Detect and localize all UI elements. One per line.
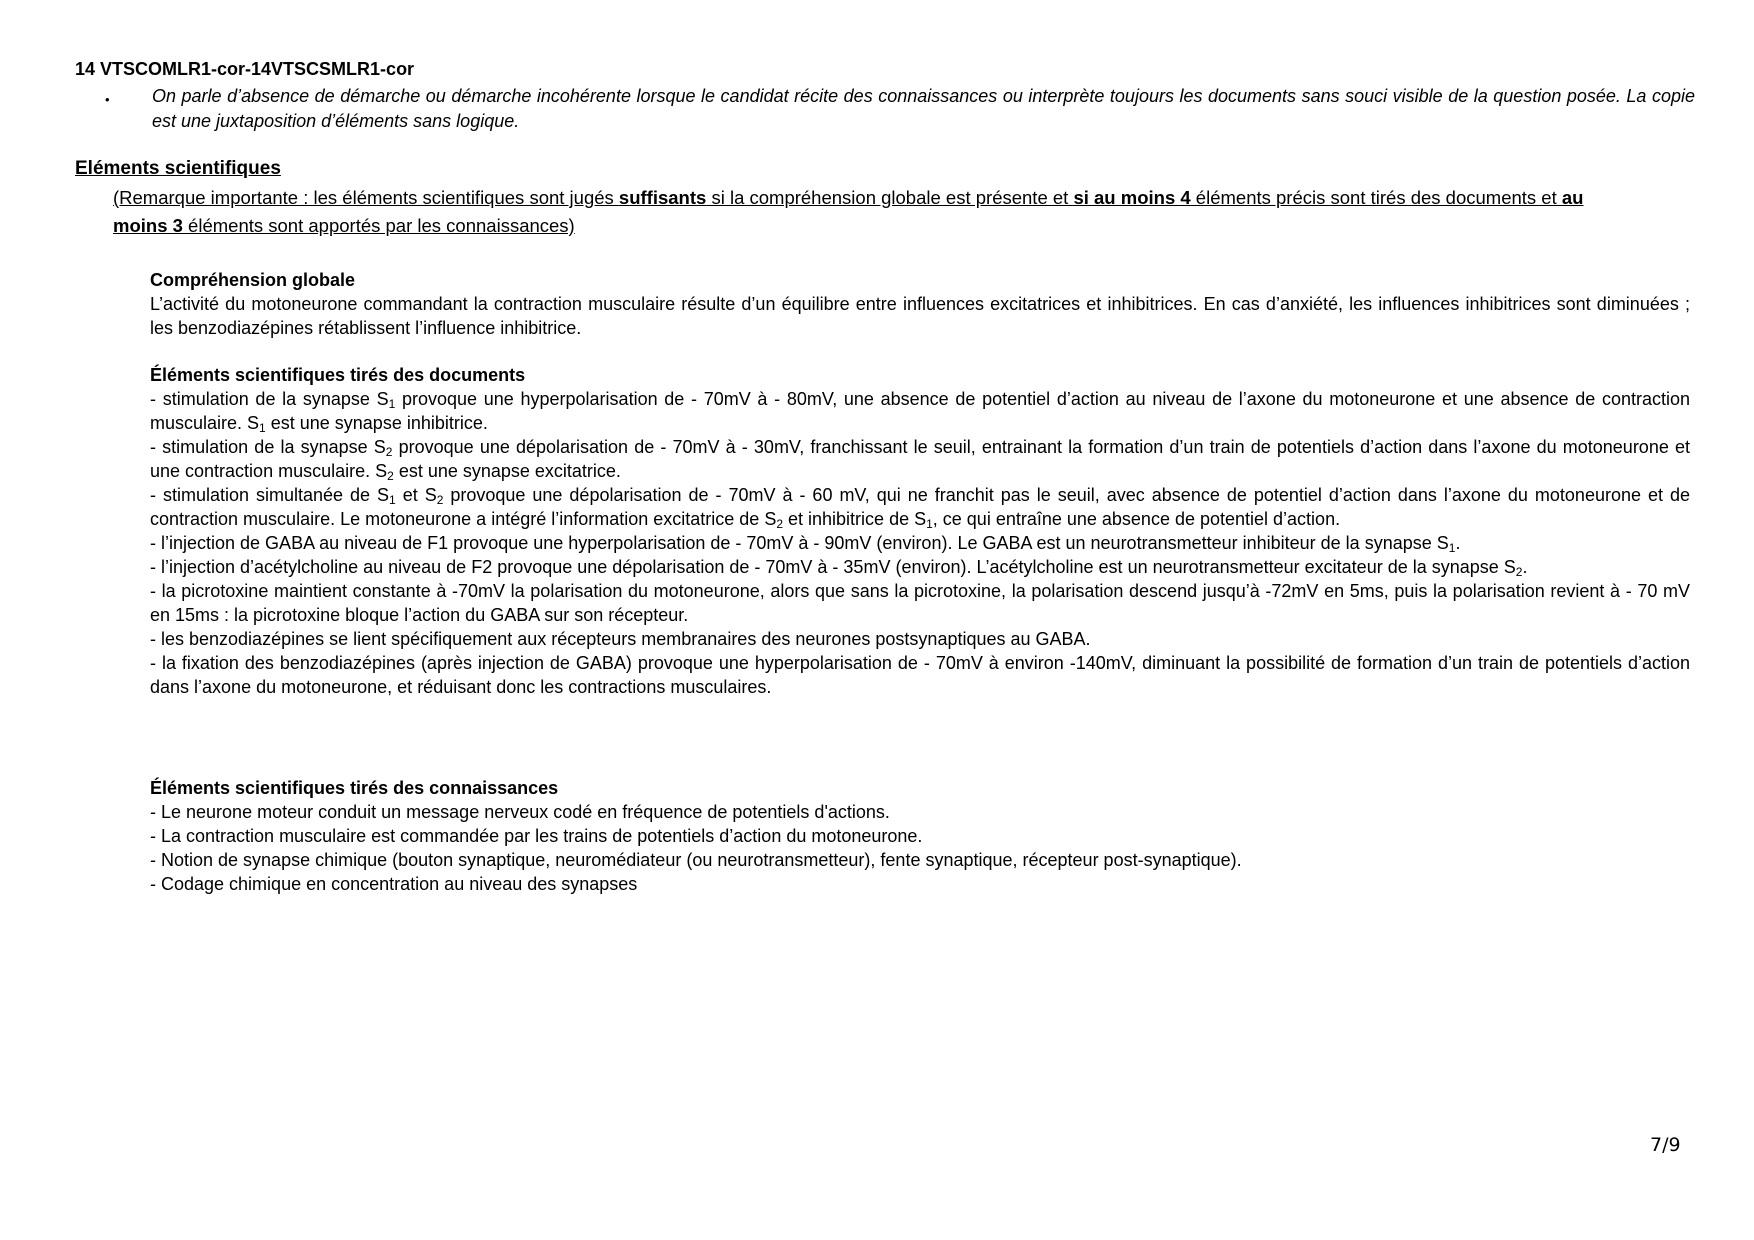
document-code: 14 VTSCOMLR1-cor-14VTSCSMLR1-cor (75, 59, 415, 79)
list-item: - la picrotoxine maintient constante à -70mV la polarisation du motoneurone, alors que sans la picrotoxine, la polarisation descend jusqu’à -72mV en 5ms, puis la polarisation revient à - 70 mV en 15ms : la picrotoxine bloque l’action du GABA sur son récepteur. (150, 581, 1690, 625)
list-item: - stimulation simultanée de $S_1$ et $S_2$ provoque une dépolarisation de - 70mV à - 60 mV, qui ne franchit pas le seuil, avec absence de potentiel d’action dans l’axone du motoneurone et de contraction musculaire. Le motoneurone a intégré l’information excitatrice de $S_2$ et inhibitrice de $S_1$, ce qui entraîne une absence de potentiel d’action. (150, 485, 1690, 531)
remark-text-2: si la compréhension globale est présente et (706, 187, 1074, 208)
remark-text-4: éléments sont apportés par les connaissances) (182, 215, 575, 236)
list-item: - stimulation de la synapse $S_1$ provoque une hyperpolarisation de - 70mV à - 80mV, une absence de potentiel d’action au niveau de l’axone du motoneurone et une absence de contraction musculaire. $S_1$ est une synapse inhibitrice. (150, 389, 1690, 435)
comprehension-title: Compréhension globale (150, 270, 356, 290)
list-item: - les benzodiazépines se lient spécifiquement aux récepteurs membranaires des neurones postsynaptiques au GABA. (150, 629, 1091, 649)
bullet-text: On parle d’absence de démarche ou démarche incohérente lorsque le candidat récite des connaissances ou interprète toujours les documents sans souci visible de la question posée. La copie est une juxtaposition d’éléments sans logique. (152, 86, 1695, 131)
list-item: - la fixation des benzodiazépines (après injection de GABA) provoque une hyperpolarisation de - 70mV à environ -140mV, diminuant la possibilité de formation d’un train de potentiels d’action dans l’axone du motoneurone, et réduisant donc les contractions musculaires. (150, 653, 1690, 697)
documents-section (150, 363, 1690, 699)
important-remark (113, 184, 1633, 240)
elements-scientifiques-heading: Eléments scientifiques (75, 158, 281, 179)
page-number: 7/9 (1650, 1134, 1681, 1156)
remark-bold-at-least-3: au moins 3 (113, 187, 1584, 236)
list-item: - La contraction musculaire est commandée par les trains de potentiels d’action du motoneurone. (150, 826, 923, 846)
list-item: - Notion de synapse chimique (bouton synaptique, neuromédiateur (ou neurotransmetteur), fente synaptique, récepteur post-synaptique). (150, 850, 1242, 870)
list-item: - stimulation de la synapse $S_2$ provoque une dépolarisation de - 70mV à - 30mV, franchissant le seuil, entrainant la formation d’un train de potentiels d’action dans l’axone du motoneurone et une contraction musculaire. $S_2$ est une synapse excitatrice. (150, 437, 1690, 483)
list-item: - Codage chimique en concentration au niveau des synapses (150, 874, 638, 894)
remark-bold-sufficient: suffisants (618, 187, 707, 208)
documents-title: Éléments scientifiques tirés des documents (150, 365, 526, 385)
list-item: - l’injection d’acétylcholine au niveau de F2 provoque une dépolarisation de - 70mV à - 35mV (environ). L’acétylcholine est un neurotransmetteur excitateur de la synapse $S_2$. (150, 557, 1528, 579)
connaissances-section (150, 776, 1690, 896)
comprehension-text: L’activité du motoneurone commandant la contraction musculaire résulte d’un équilibre entre influences excitatrices et inhibitrices. En cas d’anxiété, les influences inhibitrices sont diminuées ; les benzodiazépines rétablissent l’influence inhibitrice. (150, 294, 1690, 338)
remark-bold-at-least-4: si au moins 4 (1073, 187, 1191, 208)
comprehension-section (150, 268, 1690, 340)
connaissances-title: Éléments scientifiques tirés des connaissances (150, 778, 559, 798)
list-item: - l’injection de GABA au niveau de F1 provoque une hyperpolarisation de - 70mV à - 90mV (environ). Le GABA est un neurotransmetteur inhibiteur de la synapse $S_1$. (150, 533, 1461, 555)
list-item: - Le neurone moteur conduit un message nerveux codé en fréquence de potentiels d'actions. (150, 802, 890, 822)
remark-text-3: éléments précis sont tirés des documents et (1190, 187, 1562, 208)
bullet-note (105, 84, 1695, 134)
bullet-icon: • (105, 92, 110, 107)
remark-text-1: (Remarque importante : les éléments scientifiques sont jugés (113, 187, 619, 208)
